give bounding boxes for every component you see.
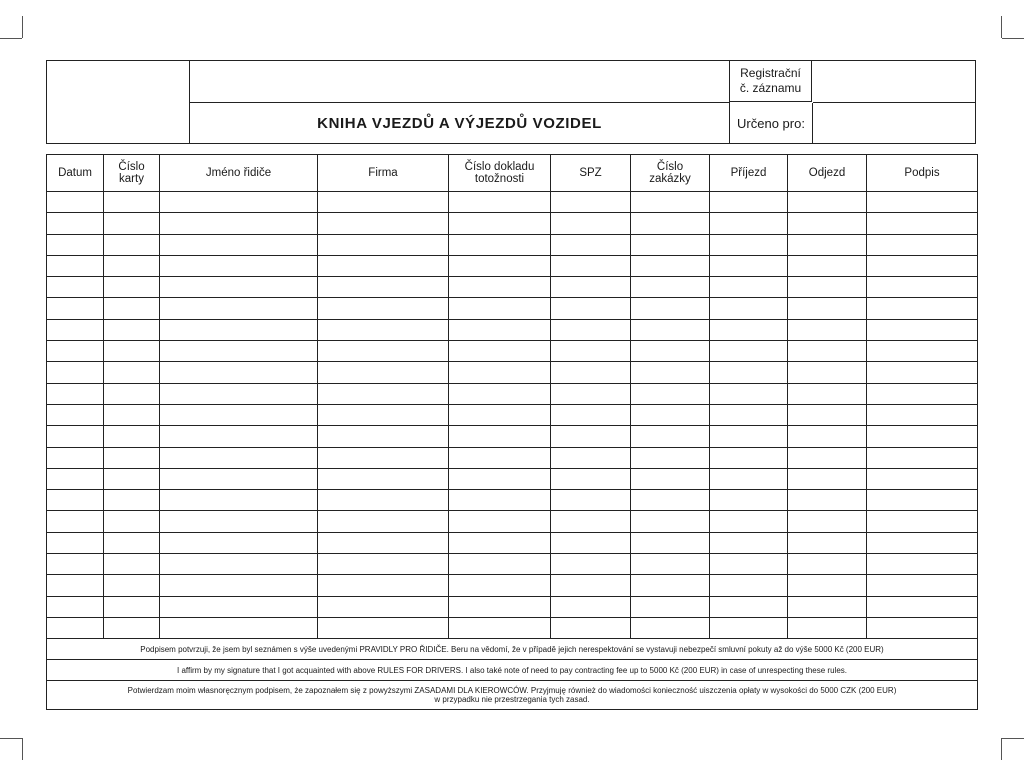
table-cell[interactable]: [318, 404, 449, 425]
table-cell[interactable]: [551, 575, 631, 596]
table-cell[interactable]: [631, 532, 710, 553]
column-header: [318, 155, 449, 192]
table-cell[interactable]: [104, 255, 160, 276]
table-cell[interactable]: [631, 404, 710, 425]
table-cell[interactable]: [710, 255, 788, 276]
table-cell[interactable]: [318, 532, 449, 553]
table-cell[interactable]: [551, 468, 631, 489]
table-cell[interactable]: [104, 554, 160, 575]
table-cell[interactable]: [788, 532, 867, 553]
column-header-label: Číslo dokladu: [464, 161, 535, 173]
table-cell[interactable]: [631, 213, 710, 234]
table-row: [47, 234, 978, 255]
table-row: [47, 383, 978, 404]
table-cell[interactable]: [318, 319, 449, 340]
table-cell[interactable]: [631, 490, 710, 511]
table-cell[interactable]: [788, 362, 867, 383]
table-cell[interactable]: [318, 341, 449, 362]
table-cell[interactable]: [318, 277, 449, 298]
table-cell[interactable]: [104, 532, 160, 553]
table-cell[interactable]: [551, 426, 631, 447]
crop-mark: [1001, 738, 1002, 760]
notice-english-text: I affirm by my signature that I got acquainted with above RULES FOR DRIVERS. I also také note of need to pay contracting fee up to 5000 Kč (200 EUR) in case of unrespecting these rules.: [177, 665, 847, 675]
table-cell[interactable]: [318, 468, 449, 489]
table-cell[interactable]: [104, 490, 160, 511]
table-row: [47, 319, 978, 340]
table-cell[interactable]: [449, 404, 551, 425]
column-header: [160, 155, 318, 192]
table-cell[interactable]: [710, 362, 788, 383]
table-cell[interactable]: [551, 596, 631, 617]
column-header-label: Příjezd: [730, 167, 767, 179]
table-cell[interactable]: [47, 404, 104, 425]
table-cell[interactable]: [47, 319, 104, 340]
table-cell[interactable]: [449, 234, 551, 255]
table-cell[interactable]: [631, 277, 710, 298]
table-cell[interactable]: [104, 341, 160, 362]
table-row: [47, 468, 978, 489]
table-cell[interactable]: [631, 511, 710, 532]
table-cell[interactable]: [449, 319, 551, 340]
table-cell[interactable]: [710, 213, 788, 234]
table-cell[interactable]: [788, 490, 867, 511]
table-cell[interactable]: [318, 511, 449, 532]
table-cell[interactable]: [47, 426, 104, 447]
table-row: [47, 255, 978, 276]
notice-polish: [47, 681, 978, 710]
table-cell[interactable]: [788, 383, 867, 404]
column-header-label: totožnosti: [474, 173, 525, 185]
table-cell[interactable]: [160, 490, 318, 511]
table-cell[interactable]: [551, 383, 631, 404]
crop-mark: [22, 738, 23, 760]
table-cell[interactable]: [318, 298, 449, 319]
table-cell[interactable]: [788, 554, 867, 575]
crop-mark: [1001, 16, 1002, 38]
table-cell[interactable]: [710, 383, 788, 404]
table-cell[interactable]: [631, 362, 710, 383]
table-cell[interactable]: [710, 447, 788, 468]
column-header: [867, 155, 978, 192]
table-cell[interactable]: [104, 617, 160, 638]
table-row: [47, 447, 978, 468]
table-row: [47, 554, 978, 575]
table-cell[interactable]: [449, 255, 551, 276]
table-cell[interactable]: [631, 596, 710, 617]
crop-mark: [0, 38, 22, 39]
table-cell[interactable]: [710, 575, 788, 596]
table-row: [47, 362, 978, 383]
table-cell[interactable]: [47, 298, 104, 319]
table-cell[interactable]: [318, 575, 449, 596]
table-cell[interactable]: [788, 447, 867, 468]
table-cell[interactable]: [867, 277, 978, 298]
table-cell[interactable]: [318, 255, 449, 276]
table-row: [47, 192, 978, 213]
table-cell[interactable]: [551, 277, 631, 298]
table-cell[interactable]: [551, 404, 631, 425]
table-cell[interactable]: [551, 255, 631, 276]
table-cell[interactable]: [551, 617, 631, 638]
table-cell[interactable]: [104, 277, 160, 298]
table-cell[interactable]: [710, 298, 788, 319]
table-cell[interactable]: [318, 554, 449, 575]
column-header-label: Jméno řidiče: [205, 167, 272, 179]
form-title: KNIHA VJEZDŮ A VÝJEZDŮ VOZIDEL: [317, 114, 602, 132]
table-cell[interactable]: [47, 596, 104, 617]
column-header: [631, 155, 710, 192]
registration-number-label: [730, 61, 812, 102]
table-cell[interactable]: [788, 617, 867, 638]
table-cell[interactable]: [449, 298, 551, 319]
table-cell[interactable]: [710, 277, 788, 298]
table-cell[interactable]: [104, 447, 160, 468]
table-cell[interactable]: [631, 234, 710, 255]
table-cell[interactable]: [47, 234, 104, 255]
table-cell[interactable]: [710, 426, 788, 447]
table-cell[interactable]: [47, 617, 104, 638]
intended-for-field[interactable]: [813, 103, 975, 143]
table-cell[interactable]: [47, 277, 104, 298]
table-cell[interactable]: [47, 468, 104, 489]
table-cell[interactable]: [867, 362, 978, 383]
table-cell[interactable]: [710, 468, 788, 489]
notice-czech-text: Podpisem potvrzuji, že jsem byl seznámen s výše uvedenými PRAVIDLY PRO ŘIDIČE. Beru na vědomí, že v případě jejich nerespektování se vystavuji nebezpečí smluvní pokuty až do výše 5000 Kč (200 EUR): [140, 644, 884, 654]
table-cell[interactable]: [710, 490, 788, 511]
registration-label-line1: Registrační: [740, 66, 801, 80]
table-cell[interactable]: [449, 426, 551, 447]
table-cell[interactable]: [449, 383, 551, 404]
table-cell[interactable]: [788, 319, 867, 340]
title-cell: [190, 103, 730, 143]
table-cell[interactable]: [867, 596, 978, 617]
table-cell[interactable]: [160, 383, 318, 404]
table-cell[interactable]: [104, 234, 160, 255]
table-cell[interactable]: [551, 511, 631, 532]
table-cell[interactable]: [47, 213, 104, 234]
column-header-label: Podpis: [904, 167, 940, 179]
table-cell[interactable]: [631, 617, 710, 638]
column-header: [551, 155, 631, 192]
table-row: [47, 596, 978, 617]
table-cell[interactable]: [631, 298, 710, 319]
crop-mark: [1002, 38, 1024, 39]
table-cell[interactable]: [160, 468, 318, 489]
table-cell[interactable]: [318, 234, 449, 255]
table-cell[interactable]: [160, 341, 318, 362]
notice-row: [47, 660, 978, 681]
table-cell[interactable]: [631, 575, 710, 596]
table-cell[interactable]: [631, 468, 710, 489]
table-cell[interactable]: [318, 426, 449, 447]
header-blank-field[interactable]: [190, 61, 730, 103]
table-cell[interactable]: [867, 490, 978, 511]
table-header-row: [47, 155, 978, 192]
table-cell[interactable]: [867, 447, 978, 468]
table-cell[interactable]: [104, 213, 160, 234]
table-cell[interactable]: [710, 532, 788, 553]
table-cell[interactable]: [449, 575, 551, 596]
table-cell[interactable]: [318, 192, 449, 213]
table-cell[interactable]: [788, 192, 867, 213]
table-cell[interactable]: [449, 532, 551, 553]
table-cell[interactable]: [449, 468, 551, 489]
notice-polish-text: w przypadku nie przestrzegania tych zasad.: [434, 695, 590, 705]
table-cell[interactable]: [449, 617, 551, 638]
table-cell[interactable]: [449, 554, 551, 575]
table-cell[interactable]: [631, 192, 710, 213]
table-cell[interactable]: [47, 532, 104, 553]
table-cell[interactable]: [867, 192, 978, 213]
table-cell[interactable]: [631, 319, 710, 340]
table-cell[interactable]: [104, 362, 160, 383]
table-cell[interactable]: [104, 426, 160, 447]
table-cell[interactable]: [631, 383, 710, 404]
table-cell[interactable]: [551, 532, 631, 553]
table-cell[interactable]: [710, 319, 788, 340]
column-header-label: zakázky: [649, 173, 691, 185]
table-cell[interactable]: [318, 383, 449, 404]
table-cell[interactable]: [867, 255, 978, 276]
table-cell[interactable]: [867, 426, 978, 447]
table-row: [47, 532, 978, 553]
notice-english: [47, 660, 978, 681]
table-cell[interactable]: [160, 255, 318, 276]
table-row: [47, 341, 978, 362]
table-cell[interactable]: [551, 490, 631, 511]
table-cell[interactable]: [449, 277, 551, 298]
form-header: [46, 60, 976, 144]
table-cell[interactable]: [551, 554, 631, 575]
crop-mark: [1002, 738, 1024, 739]
table-cell[interactable]: [160, 234, 318, 255]
table-row: [47, 298, 978, 319]
table-cell[interactable]: [867, 617, 978, 638]
table-cell[interactable]: [104, 511, 160, 532]
table-cell[interactable]: [710, 234, 788, 255]
column-header: [104, 155, 160, 192]
table-cell[interactable]: [867, 468, 978, 489]
table-cell[interactable]: [47, 447, 104, 468]
table-cell[interactable]: [104, 596, 160, 617]
table-cell[interactable]: [47, 575, 104, 596]
table-cell[interactable]: [867, 532, 978, 553]
table-cell[interactable]: [631, 255, 710, 276]
table-cell[interactable]: [47, 554, 104, 575]
table-cell[interactable]: [449, 192, 551, 213]
table-cell[interactable]: [788, 298, 867, 319]
table-cell[interactable]: [160, 277, 318, 298]
notice-row: [47, 681, 978, 710]
table-cell[interactable]: [551, 298, 631, 319]
table-cell[interactable]: [449, 596, 551, 617]
table-cell[interactable]: [710, 192, 788, 213]
table-cell[interactable]: [551, 234, 631, 255]
column-header: [47, 155, 104, 192]
table-cell[interactable]: [710, 341, 788, 362]
table-cell[interactable]: [160, 298, 318, 319]
table-cell[interactable]: [788, 277, 867, 298]
table-cell[interactable]: [104, 575, 160, 596]
table-cell[interactable]: [631, 426, 710, 447]
table-cell[interactable]: [104, 468, 160, 489]
logo-area: [47, 61, 190, 143]
table-cell[interactable]: [318, 447, 449, 468]
table-cell[interactable]: [449, 511, 551, 532]
table-cell[interactable]: [449, 213, 551, 234]
table-cell[interactable]: [47, 255, 104, 276]
table-cell[interactable]: [104, 383, 160, 404]
table-cell[interactable]: [788, 511, 867, 532]
column-header: [788, 155, 867, 192]
table-cell[interactable]: [160, 447, 318, 468]
table-cell[interactable]: [318, 490, 449, 511]
column-header-label: Číslo: [656, 161, 684, 173]
table-cell[interactable]: [160, 532, 318, 553]
table-cell[interactable]: [449, 362, 551, 383]
table-cell[interactable]: [160, 511, 318, 532]
table-cell[interactable]: [104, 192, 160, 213]
table-cell[interactable]: [867, 575, 978, 596]
table-cell[interactable]: [47, 490, 104, 511]
table-cell[interactable]: [788, 404, 867, 425]
table-cell[interactable]: [318, 362, 449, 383]
table-row: [47, 404, 978, 425]
table-row: [47, 213, 978, 234]
table-cell[interactable]: [160, 404, 318, 425]
table-cell[interactable]: [318, 617, 449, 638]
table-cell[interactable]: [788, 255, 867, 276]
table-cell[interactable]: [160, 575, 318, 596]
table-cell[interactable]: [551, 341, 631, 362]
table-cell[interactable]: [867, 511, 978, 532]
table-cell[interactable]: [867, 234, 978, 255]
table-cell[interactable]: [47, 341, 104, 362]
table-cell[interactable]: [104, 319, 160, 340]
table-row: [47, 490, 978, 511]
intended-for-label: Určeno pro:: [730, 103, 813, 143]
table-cell[interactable]: [867, 319, 978, 340]
table-cell[interactable]: [449, 447, 551, 468]
table-cell[interactable]: [788, 596, 867, 617]
table-cell[interactable]: [867, 213, 978, 234]
table-cell[interactable]: [551, 192, 631, 213]
table-cell[interactable]: [867, 554, 978, 575]
table-cell[interactable]: [551, 319, 631, 340]
table-cell[interactable]: [47, 383, 104, 404]
column-header-label: Datum: [58, 167, 92, 179]
table-cell[interactable]: [160, 192, 318, 213]
table-cell[interactable]: [867, 298, 978, 319]
column-header-label: karty: [119, 173, 144, 185]
table-cell[interactable]: [47, 362, 104, 383]
table-cell[interactable]: [449, 490, 551, 511]
table-cell[interactable]: [710, 617, 788, 638]
table-row: [47, 617, 978, 638]
table-cell[interactable]: [160, 617, 318, 638]
table-row: [47, 511, 978, 532]
table-cell[interactable]: [710, 511, 788, 532]
table-cell[interactable]: [867, 341, 978, 362]
table-cell[interactable]: [631, 447, 710, 468]
column-header-label: SPZ: [579, 167, 602, 179]
table-cell[interactable]: [551, 362, 631, 383]
vehicle-log-table: [46, 154, 978, 710]
table-cell[interactable]: [160, 426, 318, 447]
table-cell[interactable]: [160, 596, 318, 617]
crop-mark: [22, 16, 23, 38]
table-cell[interactable]: [788, 468, 867, 489]
table-cell[interactable]: [160, 319, 318, 340]
table-cell[interactable]: [318, 596, 449, 617]
table-row: [47, 575, 978, 596]
table-cell[interactable]: [631, 554, 710, 575]
table-cell[interactable]: [160, 362, 318, 383]
table-cell[interactable]: [788, 575, 867, 596]
notice-czech: [47, 639, 978, 660]
notice-row: [47, 639, 978, 660]
table-cell[interactable]: [47, 192, 104, 213]
table-cell[interactable]: [551, 213, 631, 234]
table-row: [47, 426, 978, 447]
table-cell[interactable]: [551, 447, 631, 468]
registration-label-line2: č. záznamu: [739, 81, 802, 95]
table-cell[interactable]: [788, 426, 867, 447]
table-cell[interactable]: [47, 511, 104, 532]
column-header-label: Firma: [368, 167, 398, 179]
table-cell[interactable]: [104, 298, 160, 319]
table-cell[interactable]: [160, 213, 318, 234]
crop-mark: [0, 738, 22, 739]
table-cell[interactable]: [867, 404, 978, 425]
table-cell[interactable]: [318, 213, 449, 234]
table-cell[interactable]: [710, 554, 788, 575]
column-header-label: Číslo: [118, 161, 145, 173]
column-header-label: Odjezd: [808, 167, 846, 179]
registration-number-field[interactable]: [813, 61, 975, 103]
table-cell[interactable]: [710, 404, 788, 425]
table-cell[interactable]: [449, 341, 551, 362]
column-header: [449, 155, 551, 192]
table-row: [47, 277, 978, 298]
table-cell[interactable]: [788, 213, 867, 234]
table-cell[interactable]: [104, 404, 160, 425]
notice-polish-text: Potwierdzam moim własnoręcznym podpisem, że zapoznałem się z powyższymi ZASADAMI DLA KIEROWCÓW. Przyjmuję również do wiadomości konieczność uiszczenia opłaty w wysokości do 5000 CZK (200 EUR): [127, 686, 897, 696]
table-cell[interactable]: [710, 596, 788, 617]
table-cell[interactable]: [631, 341, 710, 362]
table-cell[interactable]: [788, 234, 867, 255]
table-cell[interactable]: [867, 383, 978, 404]
table-cell[interactable]: [160, 554, 318, 575]
table-cell[interactable]: [788, 341, 867, 362]
column-header: [710, 155, 788, 192]
